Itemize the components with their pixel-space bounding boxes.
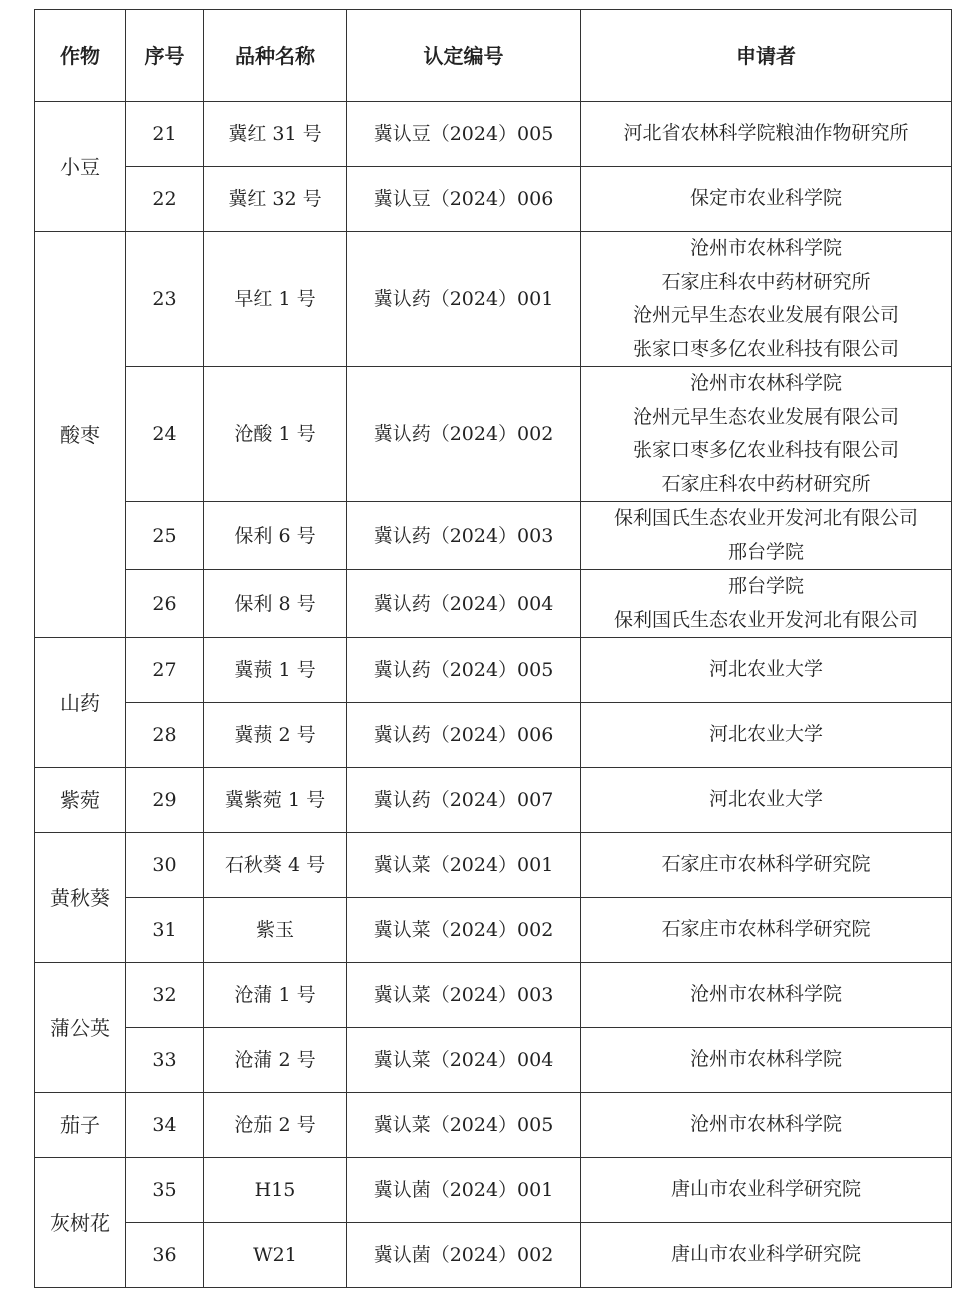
applicant-name: 保利国氏生态农业开发河北有限公司	[613, 507, 918, 529]
table-row	[35, 1028, 952, 1093]
seq-cell: 32	[126, 963, 204, 1028]
applicant-name: 河北农业大学	[708, 788, 823, 811]
table-row	[35, 1093, 952, 1158]
applicant-cell	[581, 1158, 952, 1223]
cert-cell: 冀认菜（2024）001	[347, 833, 581, 898]
variety-cell: 沧蒲 2 号	[204, 1028, 347, 1093]
crop-cell: 小豆	[35, 102, 126, 232]
crop-cell: 山药	[35, 638, 126, 768]
cert-cell: 冀认药（2024）001	[347, 232, 581, 367]
table-row	[35, 833, 952, 898]
seq-cell: 28	[126, 703, 204, 768]
applicant-name: 石家庄市农林科学研究院	[661, 918, 871, 941]
cert-cell: 冀认药（2024）006	[347, 703, 581, 768]
applicant-name: 沧州市农林科学院	[689, 1048, 842, 1071]
applicant-name: 邢台学院	[727, 575, 804, 597]
applicant-name: 沧州市农林科学院	[689, 372, 842, 394]
applicant-name: 石家庄市农林科学研究院	[661, 853, 871, 876]
applicant-cell	[581, 833, 952, 898]
crop-cell: 灰树花	[35, 1158, 126, 1288]
applicant-cell	[581, 703, 952, 768]
table-row	[35, 638, 952, 703]
cert-cell: 冀认药（2024）007	[347, 768, 581, 833]
cert-cell: 冀认菜（2024）002	[347, 898, 581, 963]
variety-cell: W21	[204, 1223, 347, 1288]
table-row	[35, 703, 952, 768]
applicant-name: 沧州市农林科学院	[689, 983, 842, 1006]
header-applicant: 申请者	[581, 10, 952, 102]
cert-cell: 冀认菜（2024）004	[347, 1028, 581, 1093]
header-cert: 认定编号	[347, 10, 581, 102]
applicant-cell	[581, 1093, 952, 1158]
cert-cell: 冀认菌（2024）001	[347, 1158, 581, 1223]
applicant-name: 石家庄科农中药材研究所	[661, 472, 871, 495]
table-row	[35, 570, 952, 638]
seq-cell: 23	[126, 232, 204, 367]
variety-cell: 沧蒲 1 号	[204, 963, 347, 1028]
variety-registration-table	[34, 9, 952, 1288]
cert-cell: 冀认菜（2024）005	[347, 1093, 581, 1158]
variety-cell: 冀红 32 号	[204, 167, 347, 232]
header-seq: 序号	[126, 10, 204, 102]
seq-cell: 27	[126, 638, 204, 703]
variety-cell: 冀蓣 1 号	[204, 638, 347, 703]
applicant-cell	[581, 367, 952, 502]
applicant-cell	[581, 1223, 952, 1288]
seq-cell: 35	[126, 1158, 204, 1223]
applicant-cell	[581, 102, 952, 167]
seq-cell: 31	[126, 898, 204, 963]
cert-cell: 冀认菌（2024）002	[347, 1223, 581, 1288]
header-row	[35, 10, 952, 102]
variety-cell: 冀紫菀 1 号	[204, 768, 347, 833]
crop-cell: 茄子	[35, 1093, 126, 1158]
table-row	[35, 232, 952, 367]
applicant-cell	[581, 502, 952, 570]
applicant-name: 沧州市农林科学院	[689, 1113, 842, 1136]
applicant-cell	[581, 570, 952, 638]
applicant-cell	[581, 638, 952, 703]
crop-cell: 黄秋葵	[35, 833, 126, 963]
variety-cell: 沧酸 1 号	[204, 367, 347, 502]
applicant-name: 河北省农林科学院粮油作物研究所	[623, 122, 909, 145]
cert-cell: 冀认药（2024）004	[347, 570, 581, 638]
seq-cell: 26	[126, 570, 204, 638]
crop-cell: 蒲公英	[35, 963, 126, 1093]
header-crop: 作物	[35, 10, 126, 102]
applicant-cell	[581, 232, 952, 367]
applicant-name: 唐山市农业科学研究院	[670, 1243, 861, 1266]
header-variety: 品种名称	[204, 10, 347, 102]
applicant-name: 邢台学院	[727, 540, 804, 563]
table-row	[35, 367, 952, 502]
table-row	[35, 167, 952, 232]
crop-cell: 紫菀	[35, 768, 126, 833]
seq-cell: 34	[126, 1093, 204, 1158]
table-row	[35, 1223, 952, 1288]
cert-cell: 冀认药（2024）005	[347, 638, 581, 703]
variety-cell: 保利 6 号	[204, 502, 347, 570]
crop-cell: 酸枣	[35, 232, 126, 638]
variety-cell: 保利 8 号	[204, 570, 347, 638]
applicant-cell	[581, 167, 952, 232]
cert-cell: 冀认豆（2024）006	[347, 167, 581, 232]
applicant-name: 唐山市农业科学研究院	[670, 1178, 861, 1201]
seq-cell: 22	[126, 167, 204, 232]
applicant-name: 石家庄科农中药材研究所	[661, 270, 871, 293]
cert-cell: 冀认药（2024）003	[347, 502, 581, 570]
applicant-cell	[581, 768, 952, 833]
seq-cell: 30	[126, 833, 204, 898]
applicant-name: 河北农业大学	[708, 723, 823, 746]
seq-cell: 24	[126, 367, 204, 502]
table-row	[35, 102, 952, 167]
cert-cell: 冀认药（2024）002	[347, 367, 581, 502]
applicant-cell	[581, 898, 952, 963]
variety-cell: 紫玉	[204, 898, 347, 963]
table-row	[35, 502, 952, 570]
applicant-cell	[581, 1028, 952, 1093]
cert-cell: 冀认菜（2024）003	[347, 963, 581, 1028]
table-body	[35, 102, 952, 1288]
seq-cell: 25	[126, 502, 204, 570]
seq-cell: 33	[126, 1028, 204, 1093]
seq-cell: 29	[126, 768, 204, 833]
variety-cell: 冀蓣 2 号	[204, 703, 347, 768]
applicant-name: 张家口枣多亿农业科技有限公司	[632, 439, 899, 461]
applicant-cell	[581, 963, 952, 1028]
table-row	[35, 963, 952, 1028]
applicant-name: 沧州元早生态农业发展有限公司	[632, 304, 899, 326]
variety-cell: 沧茄 2 号	[204, 1093, 347, 1158]
seq-cell: 21	[126, 102, 204, 167]
table-row	[35, 768, 952, 833]
table-row	[35, 1158, 952, 1223]
table-row	[35, 898, 952, 963]
variety-cell: 石秋葵 4 号	[204, 833, 347, 898]
applicant-name: 沧州市农林科学院	[689, 237, 842, 259]
applicant-name: 保利国氏生态农业开发河北有限公司	[613, 608, 918, 631]
applicant-name: 河北农业大学	[708, 658, 823, 681]
variety-cell: H15	[204, 1158, 347, 1223]
variety-cell: 冀红 31 号	[204, 102, 347, 167]
applicant-name: 保定市农业科学院	[689, 187, 842, 210]
applicant-name: 沧州元早生态农业发展有限公司	[632, 405, 899, 428]
variety-cell: 早红 1 号	[204, 232, 347, 367]
cert-cell: 冀认豆（2024）005	[347, 102, 581, 167]
seq-cell: 36	[126, 1223, 204, 1288]
applicant-name: 张家口枣多亿农业科技有限公司	[632, 337, 899, 360]
